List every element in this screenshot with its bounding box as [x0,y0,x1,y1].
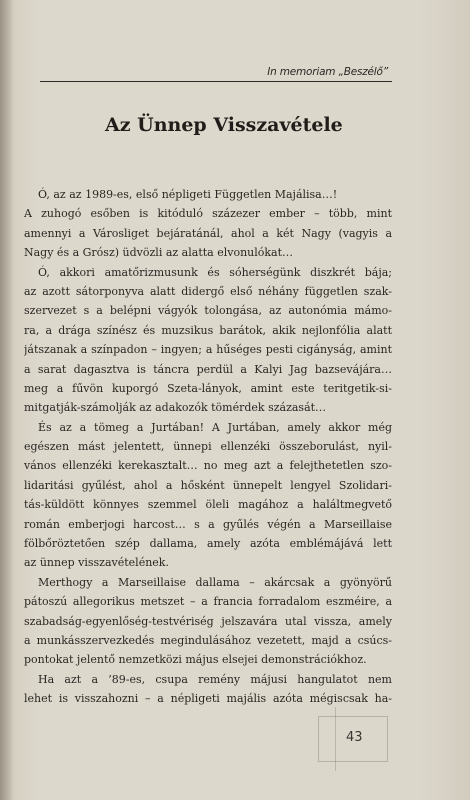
page-number: 43 [346,730,363,745]
text-line: egészen mást jelentett, ünnepi ellenzéki összeborulást, nyil- [24,440,392,454]
text-line: ra, a drága színész és muzsikus barátok, akik nejlonfólia alatt [24,323,392,337]
text-line: román emberjogi harcost… s a gyűlés végén a Marseillaise [24,517,392,531]
text-line: Ha azt a ’89-es, csupa remény májusi hangulatot nem [38,672,392,686]
article-title: Az Ünnep Visszavétele [105,114,343,136]
running-head: In memoriam „Beszélő” [267,66,388,78]
text-line: Ó, akkori amatőrizmusunk és sóherségünk diszkrét bája; [38,265,392,279]
text-line: az azott sátorponyva alatt didergő első néhány független szak- [24,284,392,298]
text-line: lidaritási gyűlést, ahol a hősként ünnepelt lengyel Szolidari- [24,478,392,492]
spine-shadow [0,0,14,800]
text-line: Ó, az az 1989-es, első népligeti Független Majálisa…! [38,188,338,201]
text-line: szabadság-egyenlőség-testvériség jelszavára utal vissza, amely [24,614,392,628]
text-line: vános ellenzéki kerekasztalt… no meg azt a felejthetetlen szo- [24,459,392,473]
header-rule [40,81,392,82]
text-line: a sarat dagasztva is táncra perdül a Kalyi Jag bazsevájára… [24,362,392,376]
text-line: mitgatják-számolják az adakozók tömérdek százasát… [24,401,327,415]
article-body [24,185,392,709]
text-line: szervezet s a belépni vágyók tolongása, az autonómia mámo- [24,304,392,318]
text-line: A zuhogó esőben is kitóduló százezer ember – több, mint [24,207,392,221]
text-line: játszanak a színpadon – ingyen; a hűséges pesti cigányság, amint [24,343,392,357]
text-line: Merthogy a Marseillaise dallama – akárcsak a gyönyörű [38,575,392,589]
text-line: pontokat jelentő nemzetközi május elsejei demonstrációkhoz. [24,653,367,667]
text-line: meg a fűvön kuporgó Szeta-lányok, amint este teritgetik-si- [24,381,392,395]
text-line: a munkásszervezkedés megindulásához vezetett, majd a csúcs- [24,633,392,647]
text-line: lehet is visszahozni – a népligeti majális azóta mégiscsak ha- [24,692,392,706]
text-line: És az a tömeg a Jurtában! A Jurtában, amely akkor még [38,420,392,434]
text-line: az ünnep visszavételének. [24,556,169,570]
text-line: Nagy és a Grósz) üdvözli az alatta elvonulókat… [24,246,294,260]
text-line: pátoszú allegorikus metszet – a francia forradalom eszméire, a [24,595,392,609]
text-line: amennyi a Városliget bejáratánál, ahol a két Nagy (vagyis a [24,226,392,240]
text-line: tás-küldött könnyes szemmel öleli magához a haláltmegvető [24,498,392,512]
text-line: fölbőröztetően szép dallama, amely azóta emblémájává lett [24,537,392,551]
